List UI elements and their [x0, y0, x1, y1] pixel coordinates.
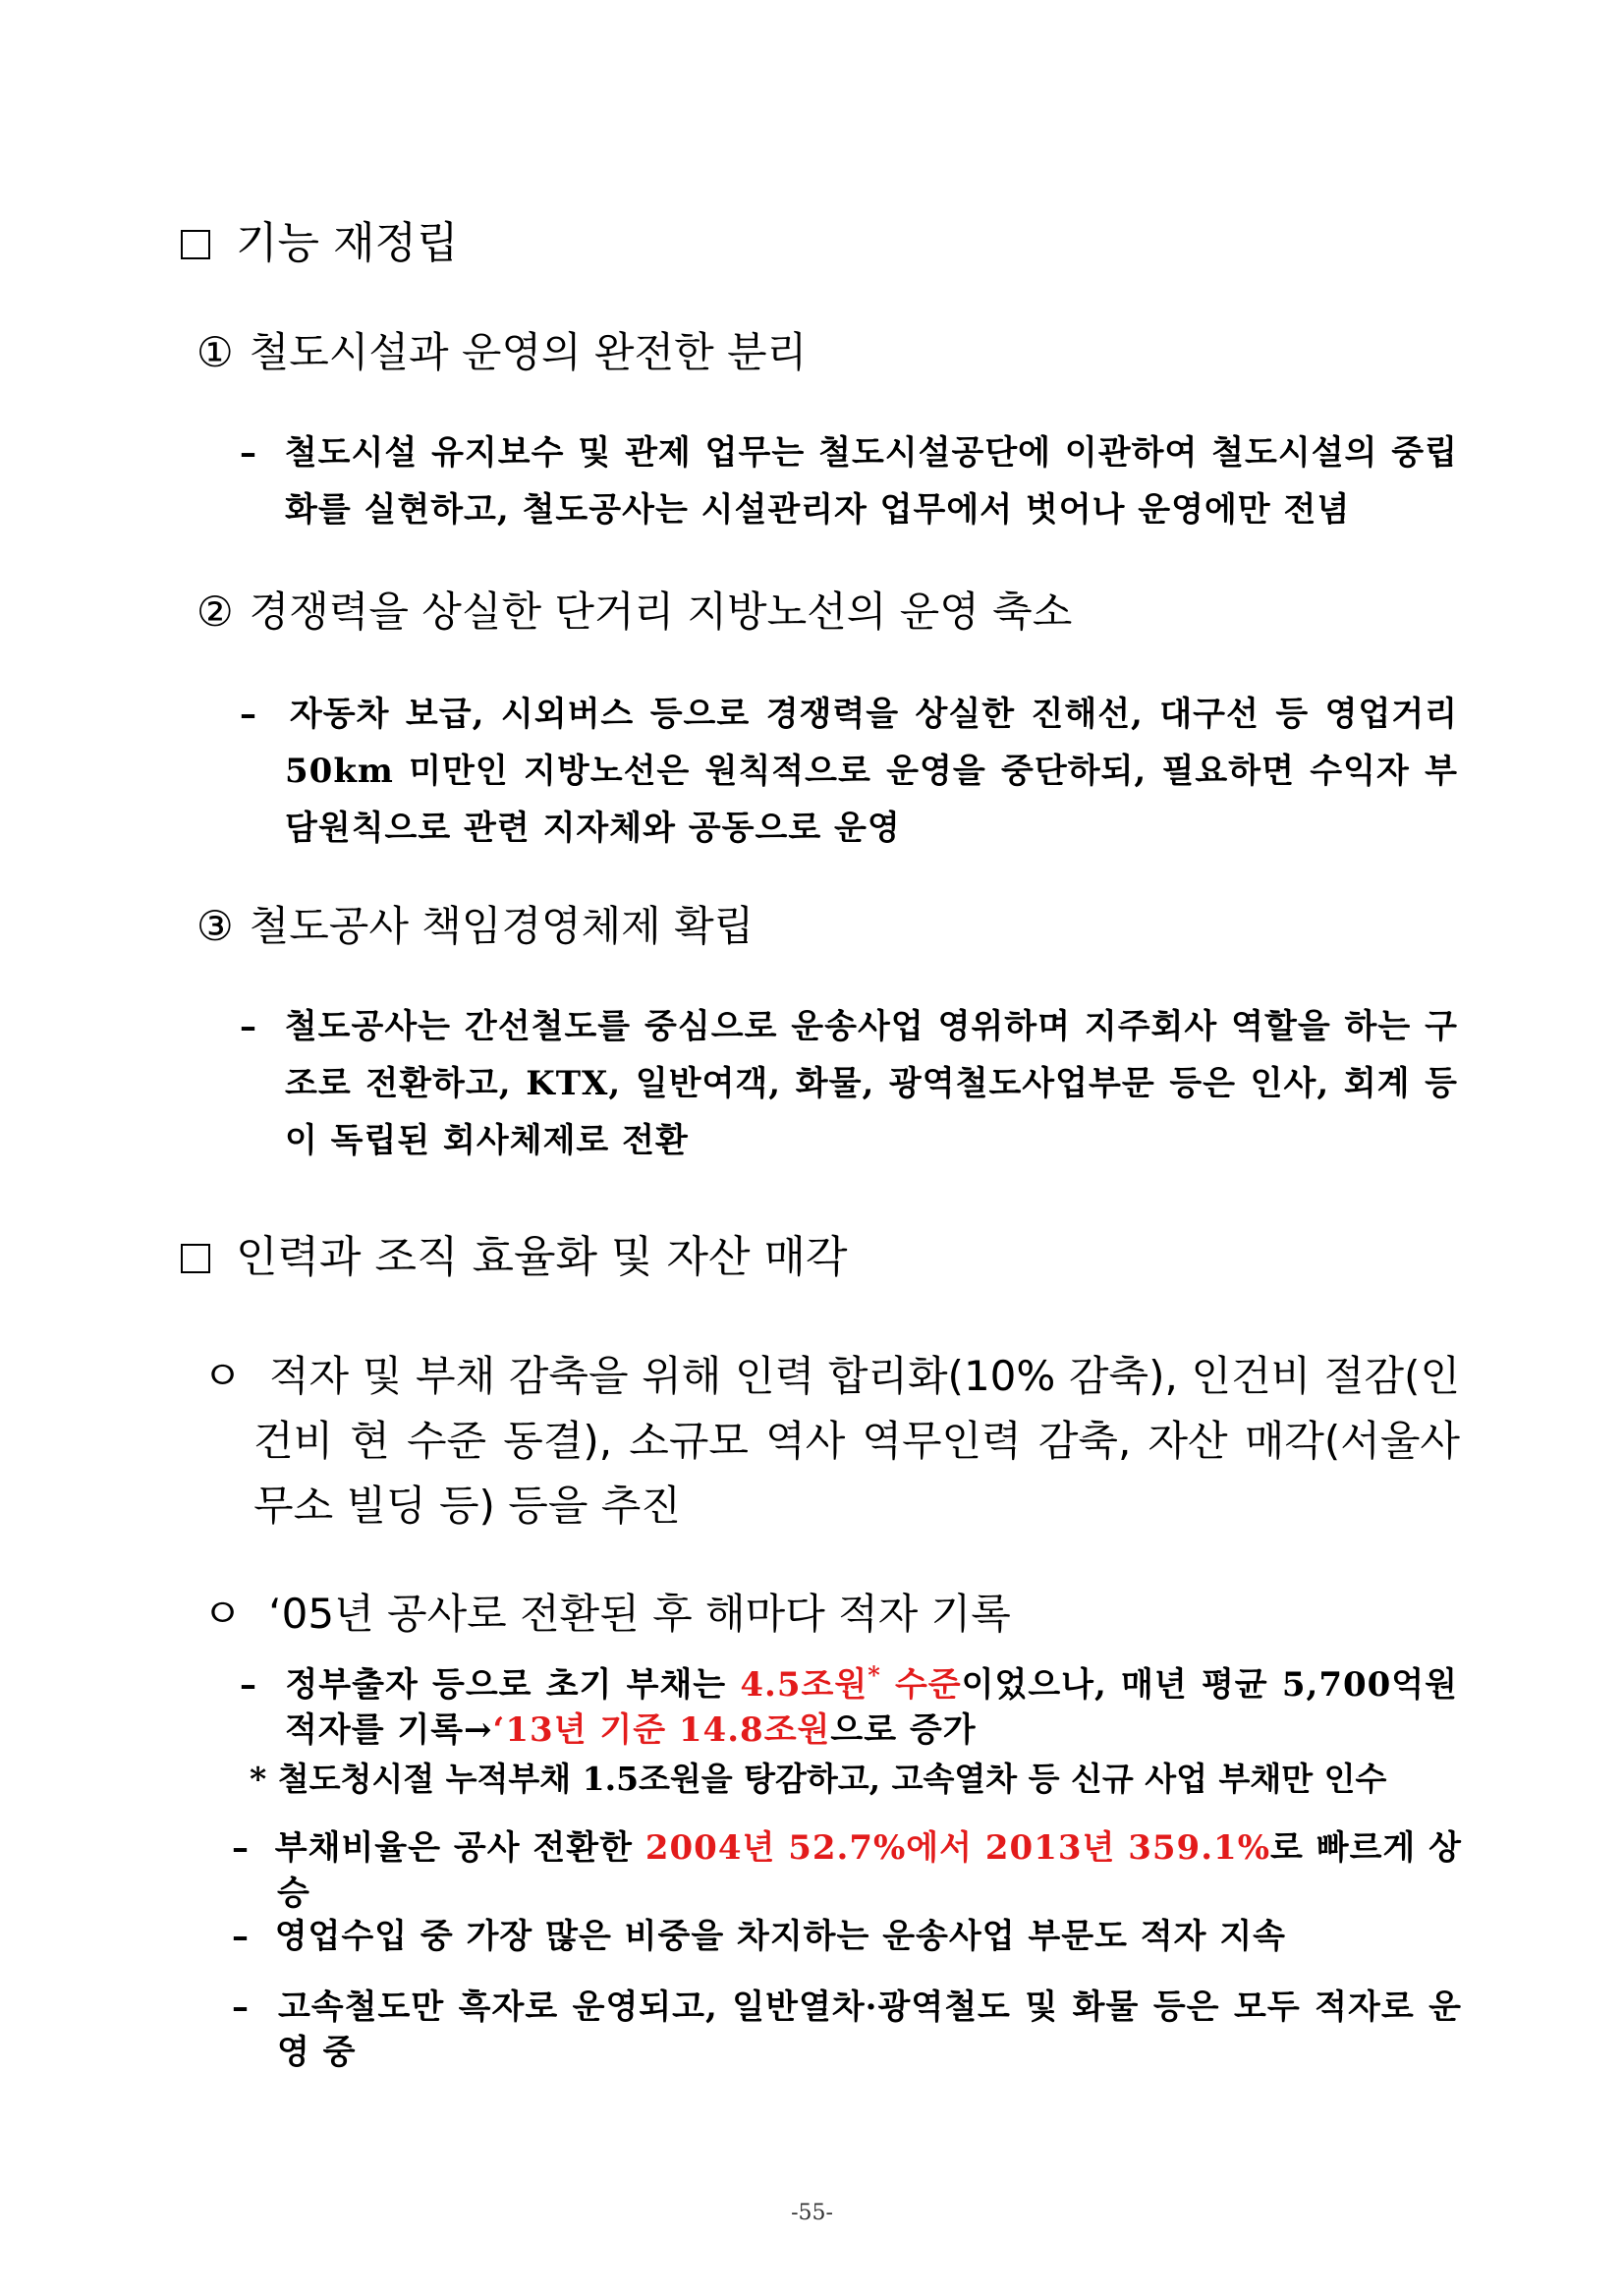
subheading-title: 경쟁력을 상실한 단거리 지방노선의 운영 축소 — [249, 588, 1073, 636]
section-title: 인력과 조직 효율화 및 자산 매각 — [236, 1232, 848, 1282]
circle-bullet-marker: ㅇ — [202, 1590, 243, 1638]
circle-bullet-marker: ㅇ — [202, 1352, 243, 1400]
dash-marker: – — [240, 1007, 257, 1046]
subheading-2 — [196, 588, 1072, 637]
initial-debt-level: 수준 — [880, 1665, 962, 1705]
detail-paragraph-2 — [240, 686, 1458, 857]
operations-paragraph-1 — [232, 1914, 1462, 1959]
ops-text: 영업수입 중 가장 많은 비중을 차지하는 운송사업 부문도 적자 지속 — [274, 1917, 1287, 1956]
debt-text: 으로 증가 — [830, 1710, 977, 1750]
page-number: -55- — [791, 2201, 833, 2225]
detail-text: 철도공사는 간선철도를 중심으로 운송사업 영위하며 지주회사 역할을 하는 구조로 전환하고, KTX, 일반여객, 화물, 광역철도사업부문 등은 인사, 회계 등이 독립된 회사체제로 전환 — [284, 1007, 1458, 1160]
detail-text: 자동차 보급, 시외버스 등으로 경쟁력을 상실한 진해선, 대구선 등 영업거리 50km 미만인 지방노선은 원칙적으로 운영을 중단하되, 필요하면 수익자 부담원칙으로 관련 지자체와 공동으로 운영 — [285, 695, 1458, 848]
dash-marker: – — [232, 1828, 250, 1868]
bullet-paragraph-1 — [202, 1344, 1460, 1539]
ops-text: 고속철도만 흑자로 운영되고, 일반열차·광역철도 및 화물 등은 모두 적자로 운영 중 — [277, 1988, 1462, 2072]
dash-marker: – — [240, 695, 257, 734]
ratio-text: 부채비율은 공사 전환한 — [274, 1828, 645, 1868]
dash-marker: – — [240, 433, 257, 473]
ratio-text: 로 빠르게 상승 — [277, 1828, 1462, 1913]
checkbox-square-icon — [181, 1244, 210, 1273]
subheading-title: 철도공사 책임경영체제 확립 — [249, 902, 755, 950]
debt-paragraph — [240, 1662, 1458, 1753]
circled-number: ① — [196, 328, 234, 376]
subheading-1 — [196, 328, 807, 377]
detail-text: 철도시설 유지보수 및 관제 업무는 철도시설공단에 이관하여 철도시설의 중립화를 실현하고, 철도공사는 시설관리자 업무에서 벗어나 운영에만 전념 — [284, 433, 1458, 530]
checkbox-square-icon — [181, 230, 210, 259]
footnote-star: * — [868, 1660, 881, 1690]
section-heading-function — [181, 218, 459, 270]
circled-number: ② — [196, 588, 234, 636]
footnote: * 철도청시절 누적부채 1.5조원을 탕감하고, 고속열차 등 신규 사업 부채만 인수 — [250, 1760, 1387, 1798]
circled-number: ③ — [196, 902, 234, 950]
subheading-title: 철도시설과 운영의 완전한 분리 — [249, 328, 808, 376]
initial-debt-highlight: 4.5조원 — [740, 1665, 868, 1705]
debt-text: 정부출자 등으로 초기 부채는 — [285, 1665, 741, 1705]
bullet-paragraph-2 — [202, 1582, 1460, 1647]
debt-text: 이었으나, 매년 평균 5,700억원 적자를 기록→ — [285, 1665, 1458, 1750]
dash-marker: – — [232, 1988, 250, 2027]
ratio-highlight: 2004년 52.7%에서 2013년 359.1% — [644, 1828, 1270, 1868]
dash-marker: – — [232, 1917, 250, 1956]
dash-marker: – — [240, 1665, 257, 1705]
debt-ratio-paragraph — [232, 1825, 1462, 1916]
subheading-3 — [196, 902, 754, 951]
detail-paragraph-1 — [240, 424, 1458, 538]
section-heading-workforce — [181, 1232, 847, 1284]
detail-paragraph-3 — [240, 998, 1458, 1169]
section-title: 기능 재정립 — [236, 218, 459, 268]
bullet-text: ‘05년 공사로 전환된 후 해마다 적자 기록 — [268, 1590, 1011, 1638]
bullet-text: 적자 및 부채 감축을 위해 인력 합리화(10% 감축), 인건비 절감(인건비 현 수준 동결), 소규모 역사 역무인력 감축, 자산 매각(서울사무소 빌딩 등) 등을 추진 — [253, 1352, 1461, 1530]
operations-paragraph-2 — [232, 1985, 1462, 2075]
debt-2013-highlight: ‘13년 기준 14.8조원 — [492, 1710, 831, 1750]
